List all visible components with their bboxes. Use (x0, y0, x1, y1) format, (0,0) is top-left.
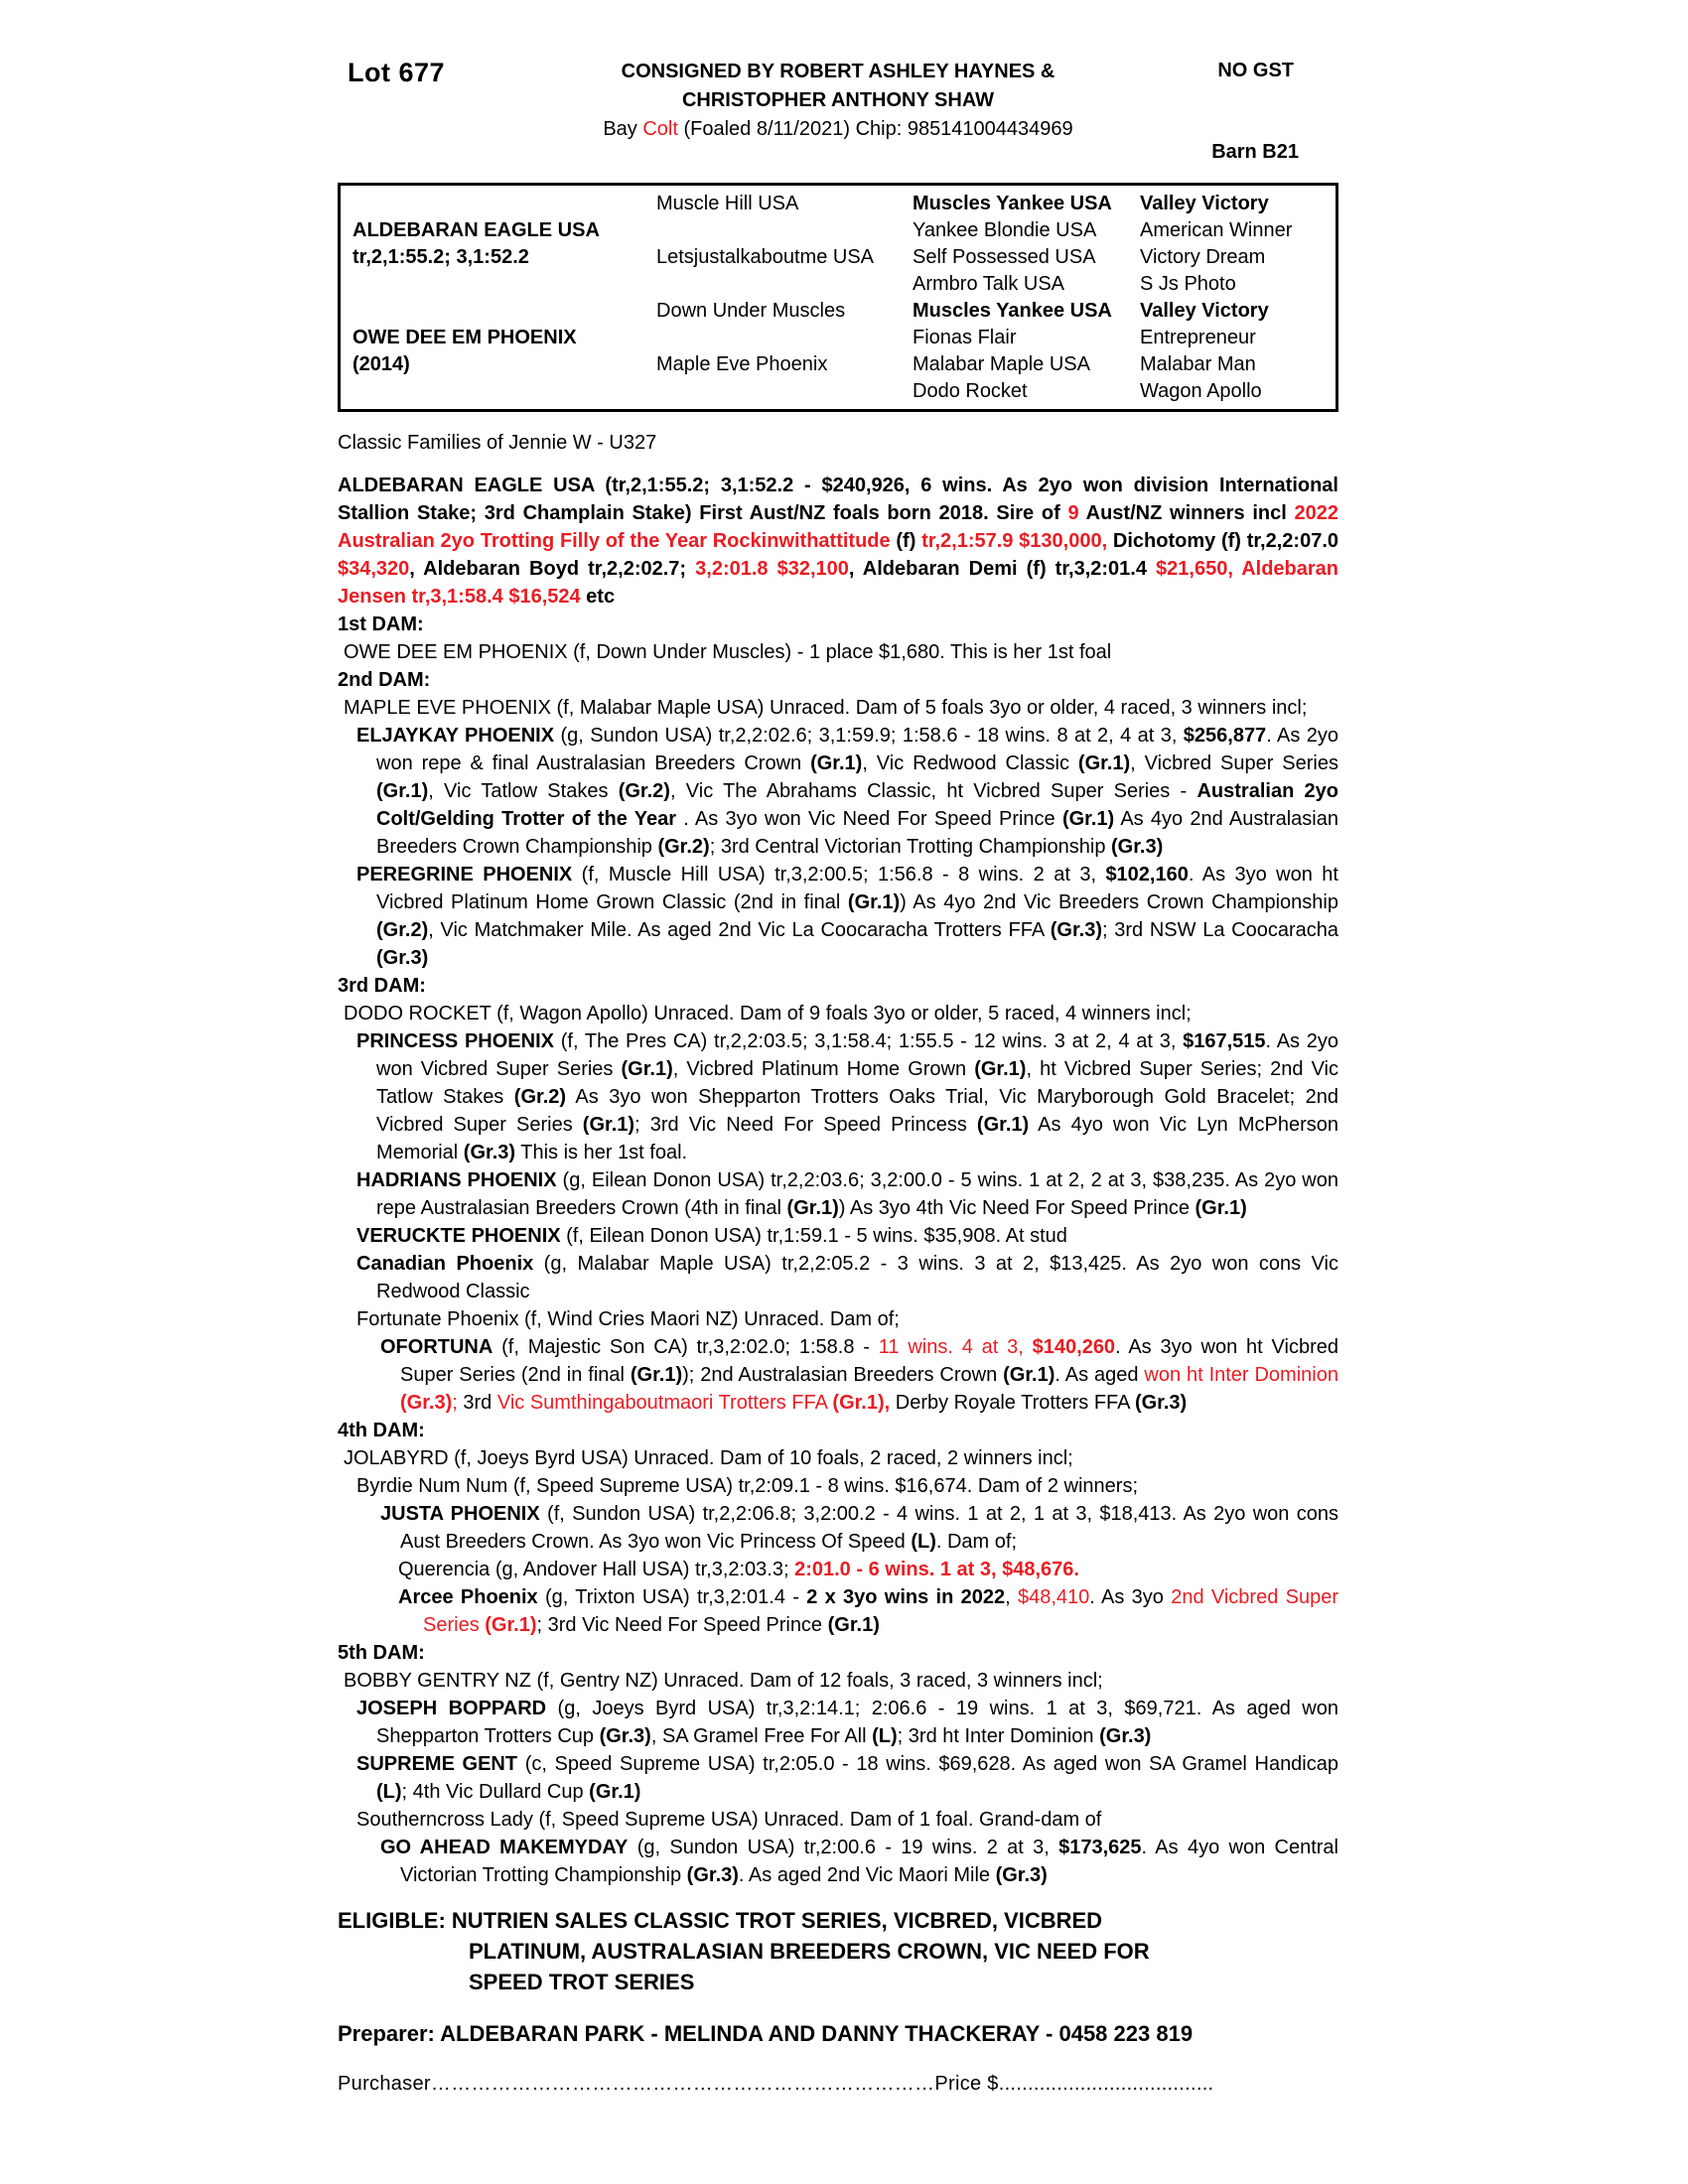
text-segment: MAPLE EVE PHOENIX (f, Malabar Maple USA) Unraced. Dam of 5 foals 3yo or older, 4 raced, 3 winners incl; (344, 697, 1308, 719)
pedigree-paragraph (338, 694, 1338, 722)
pedigree-cell (1140, 351, 1336, 378)
text-segment: 1st DAM: (338, 614, 424, 635)
pedigree-cell (913, 298, 1140, 325)
text-segment: 2022 Australian 2yo Trotting Filly of the Year Rockinwithattitude (338, 502, 1339, 552)
pedigree-paragraph (338, 1583, 1338, 1639)
text-segment: (f, Sundon USA) tr,2,2:06.8; 3,2:00.2 - 4 wins. 1 at 2, 1 at 3, $18,413. As 2yo won cons Aust Breeders Crown. As 3yo won Vic Princess Of Speed (400, 1503, 1339, 1553)
text-segment: (Gr.1) (1077, 752, 1131, 774)
pedigree-paragraph (338, 1305, 1338, 1333)
text-segment: Yankee Blondie USA (913, 219, 1097, 241)
purchaser-label: Purchaser (338, 2073, 431, 2095)
eligibility-block (338, 1905, 1338, 1997)
text-segment: DODO ROCKET (f, Wagon Apollo) Unraced. Dam of 9 foals 3yo or older, 5 raced, 4 winners incl; (344, 1003, 1192, 1024)
text-segment: tr,2,1:55.2; 3,1:52.2 (352, 246, 529, 268)
text-segment: Colt (642, 118, 678, 140)
text-segment: , Aldebaran Boyd tr,2,2:02.7; (409, 558, 696, 580)
text-segment: Fortunate Phoenix (f, Wind Cries Maori NZ) Unraced. Dam of; (356, 1308, 900, 1330)
pedigree-cell (913, 191, 1140, 217)
text-segment: $102,160 (1105, 864, 1189, 886)
text-segment: , ht Vicbred Super Series; 2nd Vic Tatlow Stakes (376, 1058, 1338, 1108)
text-segment: (g, Eilean Donon USA) tr,2,2:03.6; 3,2:00.0 - 5 wins. 1 at 2, 2 at 3, $38,235. As 2yo won repe Australasian Breeders Crown (4th in final (376, 1169, 1338, 1219)
pedigree-paragraph (338, 1667, 1338, 1695)
text-segment: . As 3yo won ht Vicbred Super Series (2nd in final (400, 1336, 1338, 1386)
pedigree-paragraph (338, 1166, 1338, 1222)
text-segment: Armbro Talk USA (913, 273, 1065, 295)
text-segment: (L) (376, 1781, 402, 1803)
text-segment: ELJAYKAY PHOENIX (356, 725, 555, 747)
page-header (338, 46, 1338, 171)
pedigree-cell (656, 217, 913, 244)
text-segment: ALDEBARAN EAGLE USA (352, 219, 600, 241)
pedigree-cell (352, 217, 656, 244)
text-segment: , SA Gramel Free For All (650, 1725, 873, 1747)
pedigree-cell (913, 271, 1140, 298)
pedigree-paragraph (338, 1834, 1338, 1889)
pedigree-cell (1140, 325, 1336, 351)
text-segment: Australian 2yo Colt/Gelding Trotter of the Year (376, 780, 1339, 830)
text-segment: Byrdie Num Num (f, Speed Supreme USA) tr,2:09.1 - 8 wins. $16,674. Dam of 2 winners; (356, 1475, 1139, 1497)
text-segment: ; (452, 1392, 464, 1414)
text-segment: Aust/NZ winners incl (1085, 502, 1295, 524)
pedigree-paragraph (338, 1556, 1338, 1583)
pedigree-paragraph (338, 1806, 1338, 1834)
pedigree-cell (656, 271, 913, 298)
pedigree-paragraph (338, 722, 1338, 861)
text-segment: (f, Eilean Donon USA) tr,1:59.1 - 5 wins. $35,908. At stud (560, 1225, 1067, 1247)
text-segment: ALDEBARAN EAGLE USA (tr,2,1:55.2; 3,1:52.2 - $240,926, 6 wins. As 2yo won division International Stallion Stake; 3rd Champlain Stake) First Aust/NZ foals born 2018. Sire of (338, 475, 1338, 524)
text-segment: tr,2,1:57.9 $130,000, (921, 530, 1108, 552)
text-segment: $21,650, Aldebaran Jensen tr,3,1:58.4 $16,524 (338, 558, 1339, 608)
text-segment: $167,515 (1183, 1030, 1266, 1052)
text-segment: , Aldebaran Demi (f) tr,3,2:01.4 (848, 558, 1157, 580)
text-segment: (f) (890, 530, 922, 552)
text-segment: SUPREME GENT (356, 1753, 518, 1775)
text-segment: (Gr.1) (974, 1058, 1027, 1080)
pedigree-row (341, 191, 1336, 217)
pedigree-cell (1140, 378, 1336, 405)
consignor-line-1: CONSIGNED BY ROBERT ASHLEY HAYNES & (621, 61, 1055, 82)
pedigree-row (341, 325, 1336, 351)
text-segment: ; 3rd Central Victorian Trotting Championship (709, 836, 1111, 858)
text-segment: Vic Sumthingaboutmaori Trotters FFA (496, 1392, 833, 1414)
text-segment: Querencia (g, Andover Hall USA) tr,3,2:03.3; (398, 1559, 795, 1580)
text-segment: (Gr.1) (786, 1197, 839, 1219)
text-segment: Valley Victory (1140, 300, 1269, 322)
text-segment: (Gr.3) (1050, 919, 1103, 941)
text-segment: Canadian Phoenix (356, 1253, 534, 1275)
text-segment: , Vicbred Super Series (1130, 752, 1338, 774)
text-segment: OWE DEE EM PHOENIX (352, 327, 577, 348)
text-segment: (c, Speed Supreme USA) tr,2:05.0 - 18 wins. $69,628. As aged won SA Gramel Handicap (517, 1753, 1338, 1775)
text-segment: 11 wins. 4 at 3, (878, 1336, 1033, 1358)
pedigree-cell (1140, 244, 1336, 271)
pedigree-cell (913, 325, 1140, 351)
consignor-block (338, 46, 1338, 144)
text-segment: (g, Joeys Byrd USA) tr,3,2:14.1; 2:06.6 - 19 wins. 1 at 3, $69,721. As aged won Shepparton Trotters Cup (376, 1698, 1338, 1747)
text-segment: GO AHEAD MAKEMYDAY (380, 1837, 629, 1858)
text-segment: . As 3yo won ht Vicbred Platinum Home Grown Classic (2nd in final (376, 864, 1338, 913)
text-segment: 2:01.0 - 6 wins. 1 at 3, $48,676. (794, 1559, 1079, 1580)
text-segment: JOSEPH BOPPARD (356, 1698, 547, 1719)
text-segment: 3rd (463, 1392, 497, 1414)
text-segment: (g, Trixton USA) tr,3,2:01.4 - (537, 1586, 807, 1608)
pedigree-cell (656, 325, 913, 351)
pedigree-paragraph (338, 1444, 1338, 1472)
text-segment: Malabar Man (1140, 353, 1256, 375)
text-segment: Self Possessed USA (913, 246, 1096, 268)
barn-number: Barn B21 (1211, 141, 1299, 163)
text-segment: (Gr.3) (1099, 1725, 1152, 1747)
text-segment: (Gr.3) (686, 1864, 739, 1886)
text-segment: (Gr.3) (463, 1142, 516, 1163)
text-segment: . As aged (1055, 1364, 1145, 1386)
text-segment: (Gr.1) (376, 780, 429, 802)
eligible-line-2: PLATINUM, AUSTRALASIAN BREEDERS CROWN, VIC NEED FOR (469, 1939, 1150, 1964)
text-segment: $140,260 (1032, 1336, 1116, 1358)
text-segment: Muscle Hill USA (656, 193, 799, 214)
text-segment: (Gr.2) (618, 780, 670, 802)
text-segment: . As 3yo won Vic Need For Speed Prince (675, 808, 1062, 830)
text-segment: $48,410 (1017, 1586, 1090, 1608)
text-segment: 2nd DAM: (338, 669, 431, 691)
pedigree-cell (352, 351, 656, 378)
text-segment: American Winner (1140, 219, 1293, 241)
text-segment: (f, Majestic Son CA) tr,3,2:02.0; 1:58.8 - (492, 1336, 879, 1358)
text-segment: (2014) (352, 353, 410, 375)
text-segment: 5th DAM: (338, 1642, 425, 1664)
pedigree-cell (1140, 271, 1336, 298)
text-segment: OFORTUNA (380, 1336, 493, 1358)
pedigree-cell (656, 298, 913, 325)
price-leader: ..................................... (998, 2073, 1214, 2095)
text-segment: , Vic Matchmaker Mile. As aged 2nd Vic La Coocaracha Trotters FFA (428, 919, 1051, 941)
preparer-line: Preparer: ALDEBARAN PARK - MELINDA AND DANNY THACKERAY - 0458 223 819 (338, 2021, 1194, 2046)
pedigree-paragraph (338, 1027, 1338, 1166)
pedigree-cell (656, 378, 913, 405)
text-segment: (Foaled 8/11/2021) Chip: 985141004434969 (677, 118, 1073, 140)
text-segment: As 3yo won Shepparton Trotters Oaks Trial, Vic Maryborough Gold Bracelet; 2nd Vicbred Super Series (376, 1086, 1338, 1136)
text-segment: Southerncross Lady (f, Speed Supreme USA) Unraced. Dam of 1 foal. Grand-dam of (356, 1809, 1102, 1831)
text-segment: (Gr.3) (376, 947, 429, 969)
text-segment: (Gr.3) (1111, 836, 1164, 858)
text-segment: ) As 3yo 4th Vic Need For Speed Prince (838, 1197, 1196, 1219)
text-segment: Letsjustalkaboutme USA (656, 246, 875, 268)
text-segment: (Gr.2) (657, 836, 710, 858)
text-segment: ; 3rd Vic Need For Speed Princess (634, 1114, 977, 1136)
text-segment: . As 4yo won Central Victorian Trotting Championship (400, 1837, 1338, 1886)
text-segment: , (1005, 1586, 1018, 1608)
purchaser-line (338, 2073, 1338, 2096)
family-line: Classic Families of Jennie W - U327 (338, 432, 657, 454)
horse-description (338, 115, 1338, 144)
pedigree-cell (1140, 217, 1336, 244)
pedigree-paragraph (338, 1695, 1338, 1750)
pedigree-cell (656, 351, 913, 378)
text-segment: 4th DAM: (338, 1420, 425, 1441)
text-segment: As 4yo won Vic Lyn McPherson Memorial (376, 1114, 1338, 1163)
text-segment: (Gr.1) (827, 1614, 880, 1636)
text-segment: , Vic The Abrahams Classic, ht Vicbred Super Series - (669, 780, 1197, 802)
text-segment: Down Under Muscles (656, 300, 846, 322)
pedigree-row (341, 298, 1336, 325)
text-segment: (f, The Pres CA) tr,2,2:03.5; 3,1:58.4; 1:55.5 - 12 wins. 3 at 2, 4 at 3, (554, 1030, 1184, 1052)
pedigree-cell (656, 191, 913, 217)
text-segment: ); 2nd Australasian Breeders Crown (682, 1364, 1004, 1386)
text-segment: PRINCESS PHOENIX (356, 1030, 554, 1052)
text-segment: Derby Royale Trotters FFA (890, 1392, 1135, 1414)
pedigree-cell (352, 244, 656, 271)
text-segment: (Gr.3) (995, 1864, 1048, 1886)
text-segment: . As 2yo won Vicbred Super Series (376, 1030, 1338, 1080)
pedigree-cell (352, 325, 656, 351)
text-segment: (Gr.1) (485, 1614, 537, 1636)
pedigree-cell (656, 244, 913, 271)
text-segment: (Gr.1) (1195, 1197, 1247, 1219)
pedigree-body (338, 611, 1338, 1889)
text-segment: ; 3rd Vic Need For Speed Prince (536, 1614, 828, 1636)
pedigree-paragraph (338, 1472, 1338, 1500)
text-segment: (g, Sundon USA) tr,2:00.6 - 19 wins. 2 at 3, (628, 1837, 1059, 1858)
text-segment: ) As 4yo 2nd Vic Breeders Crown Championship (900, 891, 1338, 913)
sire-summary (338, 472, 1338, 611)
text-segment: HADRIANS PHOENIX (356, 1169, 557, 1191)
text-segment: (L) (872, 1725, 898, 1747)
text-segment: Arcee Phoenix (398, 1586, 538, 1608)
text-segment: . As aged 2nd Vic Maori Mile (738, 1864, 996, 1886)
text-segment: . As 2yo won repe & final Australasian Breeders Crown (376, 725, 1339, 774)
pedigree-paragraph (338, 861, 1338, 972)
pedigree-cell (913, 378, 1140, 405)
pedigree-paragraph (338, 1750, 1338, 1806)
text-segment: Muscles Yankee USA (913, 193, 1112, 214)
text-segment: 9 (1067, 502, 1086, 524)
text-segment: Valley Victory (1140, 193, 1269, 214)
text-segment: OWE DEE EM PHOENIX (f, Down Under Muscles) - 1 place $1,680. This is her 1st foal (344, 641, 1112, 663)
pedigree-cell (913, 244, 1140, 271)
text-segment: , Vicbred Platinum Home Grown (672, 1058, 975, 1080)
pedigree-paragraph (338, 1500, 1338, 1556)
text-segment: (Gr.3) (400, 1392, 453, 1414)
text-segment: (Gr.2) (376, 919, 429, 941)
text-segment: (Gr.1) (621, 1058, 673, 1080)
text-segment: etc (580, 586, 616, 608)
pedigree-row (341, 217, 1336, 244)
text-segment: (Gr.3) (1134, 1392, 1188, 1414)
text-segment: 3rd DAM: (338, 975, 426, 997)
price-label: Price $ (934, 2073, 999, 2095)
text-segment: $256,877 (1183, 725, 1267, 747)
text-segment: This is her 1st foal. (515, 1142, 688, 1163)
pedigree-cell (1140, 298, 1336, 325)
pedigree-row (341, 351, 1336, 378)
pedigree-paragraph (338, 638, 1338, 666)
text-segment: ; 3rd ht Inter Dominion (897, 1725, 1100, 1747)
text-segment: S Js Photo (1140, 273, 1236, 295)
pedigree-cell (352, 191, 656, 217)
text-segment: Bay (603, 118, 643, 140)
pedigree-cell (913, 351, 1140, 378)
consignor-line-2: CHRISTOPHER ANTHONY SHAW (681, 89, 995, 111)
text-segment: Wagon Apollo (1140, 380, 1262, 402)
text-segment: (Gr.2) (513, 1086, 567, 1108)
text-segment: JOLABYRD (f, Joeys Byrd USA) Unraced. Dam of 10 foals, 2 raced, 2 winners incl; (344, 1447, 1073, 1469)
text-segment: , Vic Redwood Classic (862, 752, 1078, 774)
text-segment: Victory Dream (1140, 246, 1266, 268)
text-segment: . Dam of; (935, 1531, 1018, 1553)
text-segment: JUSTA PHOENIX (380, 1503, 540, 1525)
pedigree-paragraph (338, 1222, 1338, 1250)
text-segment: (Gr.1), (832, 1392, 891, 1414)
pedigree-paragraph (338, 1639, 1338, 1667)
text-segment: (Gr.1) (630, 1364, 683, 1386)
pedigree-table (338, 183, 1338, 412)
text-segment: Maple Eve Phoenix (656, 353, 828, 375)
text-segment: , Vic Tatlow Stakes (428, 780, 619, 802)
pedigree-paragraph (338, 972, 1338, 1000)
pedigree-cell (352, 298, 656, 325)
pedigree-paragraph (338, 1000, 1338, 1027)
pedigree-paragraph (338, 1333, 1338, 1417)
pedigree-row (341, 244, 1336, 271)
text-segment: As 4yo 2nd Australasian Breeders Crown Championship (376, 808, 1338, 858)
lot-number: Lot 677 (348, 58, 446, 87)
eligible-line-3: SPEED TROT SERIES (469, 1970, 695, 1994)
text-segment: $173,625 (1058, 1837, 1142, 1858)
pedigree-row (341, 378, 1336, 405)
text-segment: ; 4th Vic Dullard Cup (401, 1781, 590, 1803)
catalog-page (338, 46, 1338, 2096)
gst-status: NO GST (1217, 60, 1294, 81)
pedigree-cell (913, 217, 1140, 244)
text-segment: (g, Sundon USA) tr,2,2:02.6; 3,1:59.9; 1:58.6 - 18 wins. 8 at 2, 4 at 3, (554, 725, 1184, 747)
text-segment: BOBBY GENTRY NZ (f, Gentry NZ) Unraced. Dam of 12 foals, 3 raced, 3 winners incl; (344, 1670, 1103, 1692)
text-segment: (Gr.1) (847, 891, 901, 913)
text-segment: 2 x 3yo wins in 2022 (806, 1586, 1006, 1608)
text-segment: (Gr.1) (589, 1781, 641, 1803)
text-segment: Fionas Flair (913, 327, 1017, 348)
text-segment: Dichotomy (f) tr,2,2:07.0 (1107, 530, 1339, 552)
text-segment: Dodo Rocket (913, 380, 1028, 402)
text-segment: 2nd Vicbred Super Series (423, 1586, 1338, 1636)
text-segment: (g, Malabar Maple USA) tr,2,2:05.2 - 3 wins. 3 at 2, $13,425. As 2yo won cons Vic Redwood Classic (376, 1253, 1338, 1302)
text-segment: (L) (911, 1531, 936, 1553)
text-segment: . As 3yo (1089, 1586, 1172, 1608)
text-segment: Entrepreneur (1140, 327, 1256, 348)
text-segment: Muscles Yankee USA (913, 300, 1112, 322)
text-segment: Malabar Maple USA (913, 353, 1090, 375)
text-segment: (Gr.1) (810, 752, 863, 774)
text-segment: (Gr.3) (599, 1725, 651, 1747)
text-segment: 3,2:01.8 $32,100 (695, 558, 849, 580)
text-segment: (Gr.1) (1061, 808, 1115, 830)
text-segment: $34,320 (338, 558, 410, 580)
pedigree-paragraph (338, 1417, 1338, 1444)
text-segment: (Gr.1) (1003, 1364, 1055, 1386)
pedigree-cell (352, 378, 656, 405)
text-segment: (f, Muscle Hill USA) tr,3,2:00.5; 1:56.8 - 8 wins. 2 at 3, (572, 864, 1106, 886)
text-segment: VERUCKTE PHOENIX (356, 1225, 561, 1247)
pedigree-cell (1140, 191, 1336, 217)
pedigree-paragraph (338, 666, 1338, 694)
text-segment: (Gr.1) (976, 1114, 1030, 1136)
purchaser-leader: ………………………………………………………………… (430, 2073, 935, 2095)
text-segment: PEREGRINE PHOENIX (356, 864, 573, 886)
text-segment: won ht Inter Dominion (1144, 1364, 1338, 1386)
pedigree-paragraph (338, 611, 1338, 638)
pedigree-paragraph (338, 1250, 1338, 1305)
eligible-line-1: ELIGIBLE: NUTRIEN SALES CLASSIC TROT SERIES, VICBRED, VICBRED (338, 1908, 1103, 1933)
pedigree-cell (352, 271, 656, 298)
text-segment: ; 3rd NSW La Coocaracha (1102, 919, 1338, 941)
pedigree-row (341, 271, 1336, 298)
text-segment: (Gr.1) (582, 1114, 635, 1136)
